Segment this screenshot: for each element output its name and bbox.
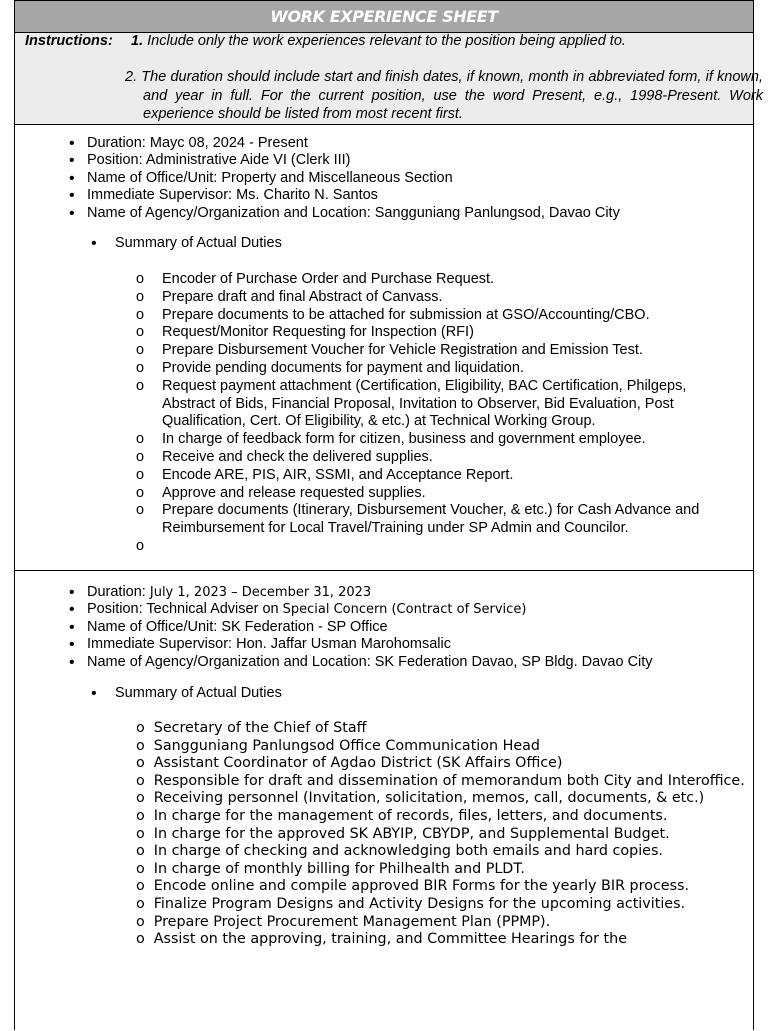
- duty-item: [136, 790, 746, 808]
- instruction-item-1: 1. Include only the work experiences relevant to the position being applied to.: [131, 33, 626, 49]
- list-marker: o: [136, 931, 145, 948]
- duty-item: [136, 755, 746, 773]
- list-marker: o: [136, 737, 145, 754]
- duty-text: In charge of checking and acknowledging both emails and hard copies.: [153, 843, 663, 860]
- agency-line: • Name of Agency/Organization and Location: SK Federation Davao, SP Bldg. Davao City: [69, 654, 749, 671]
- duty-text: Sangguniang Panlungsod Office Communication Head: [153, 737, 541, 754]
- list-marker: o: [136, 359, 145, 376]
- instruction-item-2: 2. The duration should include start and finish dates, if known, month in abbreviated form, if known, and year in full. For the current position, use the word Present, e.g., 1998-Present. Work experience should be listed from most recent first.: [125, 69, 763, 122]
- duty-text: Encoder of Purchase Order and Purchase Request.: [162, 271, 495, 287]
- list-marker: o: [136, 448, 145, 465]
- list-marker: o: [136, 790, 145, 807]
- duty-text: Provide pending documents for payment and liquidation.: [162, 359, 524, 376]
- list-marker: o: [136, 484, 145, 501]
- list-marker: o: [136, 755, 145, 772]
- list-marker: o: [136, 860, 145, 877]
- duty-text: Receiving personnel (Invitation, solicitation, memos, call, documents, & etc.): [153, 790, 705, 807]
- duty-item: [136, 271, 741, 289]
- list-marker: o: [136, 843, 145, 860]
- position-line: • Position: Technical Adviser on Special Concern (Contract of Service): [69, 601, 749, 618]
- duty-text: In charge of monthly billing for Philhealth and PLDT.: [153, 860, 525, 877]
- duty-text: Receive and check the delivered supplies.: [162, 448, 433, 465]
- duty-text: Responsible for draft and dissemination of memorandum both City and Interoffice.: [153, 772, 745, 789]
- duty-text: Encode ARE, PIS, AIR, SSMI, and Acceptance Report.: [162, 466, 514, 483]
- supervisor-line: • Immediate Supervisor: Ms. Charito N. Santos: [69, 187, 749, 204]
- list-marker: o: [136, 288, 145, 305]
- list-marker: o: [136, 895, 145, 912]
- duty-item: [136, 324, 741, 342]
- duty-item: [136, 360, 741, 378]
- agency-line: • Name of Agency/Organization and Location: Sangguniang Panlungsod, Davao City: [69, 205, 749, 222]
- instructions-label: Instructions:: [25, 33, 113, 49]
- duty-item: [136, 826, 746, 844]
- duties-list: [136, 720, 746, 949]
- sheet-title: WORK EXPERIENCE SHEET: [14, 0, 754, 33]
- list-marker: o: [136, 825, 145, 842]
- list-marker: o: [136, 306, 145, 323]
- experience-entry: • Duration: July 1, 2023 – December 31, 2023 • Position: Technical Adviser on Special Concern (Contract of Service) • Name of Office/Unit: SK Federation - SP Office • Immediate Supervisor: Hon. Jaffar Usman Marohomsalic • Name of Agency/Organization and Location: SK Federation Davao, SP Bldg. Davao City • Summary of Actual Duties o Secretary of the Chief of Staff o Sangguniang Panlungsod Office Communication Head o Assistant Coordinator of Agdao District (SK Affairs Office) o Responsible for draft and dissemination of memorandum both City and Interoffice. o Receiving personnel (Invitation, solicitation, memos, call, documents, & etc.) o In charge for the management of records, files, letters, and documents. o In charge for the approved SK ABYIP, CBYDP, and Supplemental Budget. o In charge of checking and acknowledging both emails and hard copies. o In charge of monthly billing for Philhealth and PLDT. o Encode online and compile approved BIR Forms for the yearly BIR process. o Finalize Program Designs and Activity Designs for the upcoming activities. o Prepare Project Procurement Management Plan (PPMP). o Assist on the approving, training, and Committee Hearings for the: [15, 571, 753, 1031]
- position-line: • Position: Administrative Aide VI (Clerk III): [69, 152, 749, 169]
- office-line: • Name of Office/Unit: Property and Miscellaneous Section: [69, 170, 749, 187]
- list-marker: o: [136, 502, 145, 519]
- list-marker: o: [136, 772, 145, 789]
- duty-item: [136, 773, 746, 791]
- list-marker: o: [136, 271, 145, 287]
- duty-text: Assistant Coordinator of Agdao District (SK Affairs Office): [153, 755, 563, 772]
- office-line: • Name of Office/Unit: SK Federation - SP Office: [69, 619, 749, 636]
- duty-item: [136, 449, 741, 467]
- duty-text: In charge for the approved SK ABYIP, CBYDP, and Supplemental Budget.: [153, 825, 670, 842]
- list-marker: o: [136, 807, 145, 824]
- supervisor-line: • Immediate Supervisor: Hon. Jaffar Usman Marohomsalic: [69, 636, 749, 653]
- list-marker: o: [136, 431, 145, 448]
- list-marker: o: [136, 377, 145, 394]
- duty-text: Finalize Program Designs and Activity Designs for the upcoming activities.: [153, 895, 686, 912]
- duty-item: [136, 307, 741, 325]
- list-marker: o: [136, 720, 145, 736]
- duty-text: Request/Monitor Requesting for Inspection (RFI): [162, 324, 474, 341]
- list-marker: o: [136, 913, 145, 930]
- duties-list: [136, 271, 741, 554]
- duty-text: Prepare draft and final Abstract of Canvass.: [162, 288, 443, 305]
- duty-item: [136, 738, 746, 756]
- duty-text: Request payment attachment (Certification, Eligibility, BAC Certification, Philgeps, Abstract of Bids, Financial Proposal, Invitation to Observer, Bid Evaluation, Post Qualification, Cert. Of Eligibility, & etc.) at Technical Working Group.: [162, 377, 687, 430]
- duty-item: [136, 431, 741, 449]
- duty-text: In charge of feedback form for citizen, business and government employee.: [162, 431, 646, 448]
- list-marker: o: [136, 342, 145, 359]
- duty-item: [136, 467, 741, 485]
- list-marker: o: [136, 466, 145, 483]
- duty-item: [136, 808, 746, 826]
- duty-item: [136, 342, 741, 360]
- duty-text: Prepare documents to be attached for submission at GSO/Accounting/CBO.: [162, 306, 650, 323]
- duty-text: In charge for the management of records, files, letters, and documents.: [153, 807, 668, 824]
- experience-details: [69, 135, 749, 222]
- duty-item: [136, 861, 746, 879]
- duty-text: Secretary of the Chief of Staff: [153, 720, 367, 736]
- duty-item: [136, 896, 746, 914]
- experience-details: [69, 584, 749, 671]
- list-marker: o: [136, 537, 145, 554]
- experience-entry: • Duration: Mayc 08, 2024 - Present • Position: Administrative Aide VI (Clerk III) • Name of Office/Unit: Property and Miscellaneous Section • Immediate Supervisor: Ms. Charito N. Santos • Name of Agency/Organization and Location: Sangguniang Panlungsod, Davao City • Summary of Actual Duties o Encoder of Purchase Order and Purchase Request. o Prepare draft and final Abstract of Canvass. o Prepare documents to be attached for submission at GSO/Accounting/CBO. o Request/Monitor Requesting for Inspection (RFI) o Prepare Disbursement Voucher for Vehicle Registration and Emission Test. o Provide pending documents for payment and liquidation. o Request payment attachment (Certification, Eligibility, BAC Certification, Philgeps, Abstract of Bids, Financial Proposal, Invitation to Observer, Bid Evaluation, Post Qualification, Cert. Of Eligibility, & etc.) at Technical Working Group. o In charge of feedback form for citizen, business and government employee. o Receive and check the delivered supplies. o Encode ARE, PIS, AIR, SSMI, and Acceptance Report. o Approve and release requested supplies. o Prepare documents (Itinerary, Disbursement Voucher, & etc.) for Cash Advance and Reimbursement for Local Travel/Training under SP Admin and Councilor. o: [15, 125, 753, 571]
- duty-item: [136, 914, 746, 932]
- duty-item: [136, 843, 746, 861]
- duty-text: Approve and release requested supplies.: [162, 484, 426, 501]
- duty-item: [136, 720, 746, 738]
- list-marker: o: [136, 878, 145, 895]
- duty-item: [136, 502, 741, 538]
- list-marker: o: [136, 324, 145, 341]
- instructions-box: [15, 33, 763, 125]
- duration-line: • Duration: July 1, 2023 – December 31, 2023: [69, 584, 749, 601]
- duty-text: Prepare documents (Itinerary, Disbursement Voucher, & etc.) for Cash Advance and Reimbursement for Local Travel/Training under SP Admin and Councilor.: [162, 502, 700, 537]
- duration-line: • Duration: Mayc 08, 2024 - Present: [69, 135, 749, 152]
- duty-item: [136, 931, 746, 949]
- duty-item: [136, 378, 741, 431]
- duty-item: [136, 878, 746, 896]
- duty-text: Prepare Project Procurement Management Plan (PPMP).: [153, 913, 551, 930]
- duty-text: Assist on the approving, training, and Committee Hearings for the: [153, 931, 628, 948]
- duty-item: [136, 485, 741, 503]
- work-experience-sheet: [14, 0, 763, 1030]
- duty-text: Prepare Disbursement Voucher for Vehicle Registration and Emission Test.: [162, 342, 643, 359]
- duty-item: [136, 289, 741, 307]
- duty-text: Encode online and compile approved BIR Forms for the yearly BIR process.: [153, 878, 690, 895]
